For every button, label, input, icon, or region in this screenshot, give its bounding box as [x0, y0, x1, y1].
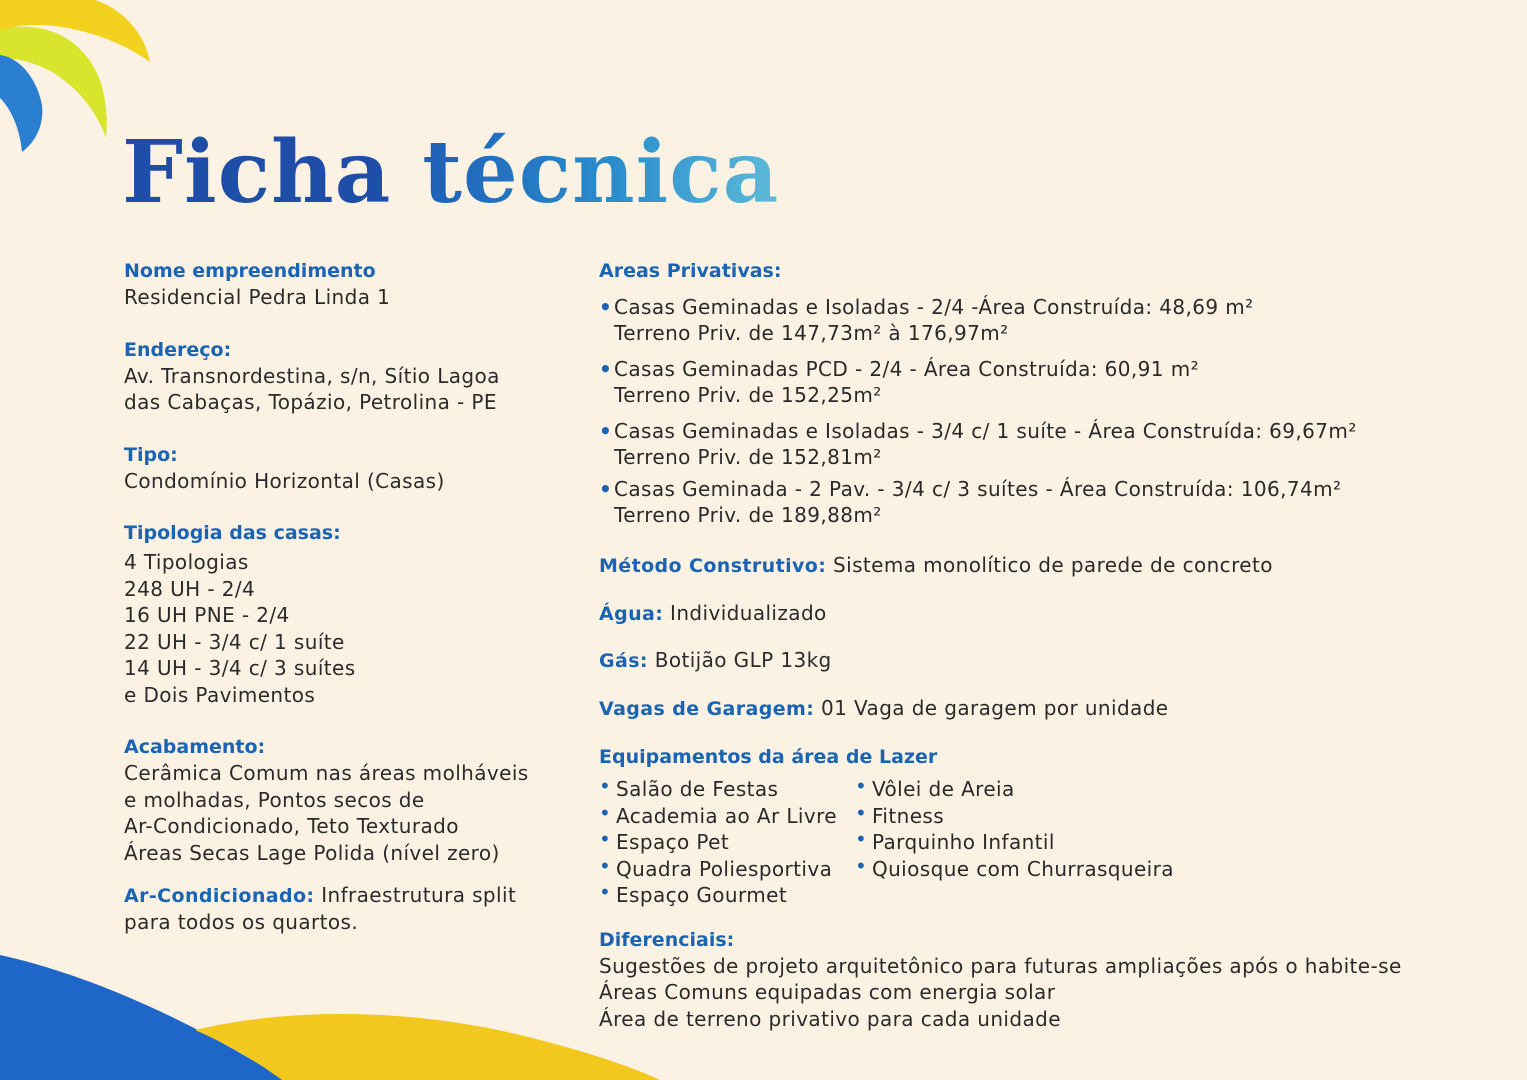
right-column — [599, 258, 1499, 1032]
tipologia-line: 4 Tipologias — [124, 550, 249, 574]
acabamento-line: e molhadas, Pontos secos de — [124, 787, 425, 812]
metodo-label: Método Construtivo: — [599, 555, 827, 577]
lazer-item-text: Quiosque com Churrasqueira — [871, 856, 1174, 881]
bullet-icon: • — [599, 295, 613, 319]
bullet-icon: • — [854, 774, 868, 798]
lazer-item-text: Quadra Poliesportiva — [616, 856, 833, 881]
area-item-line1: Casas Geminada - 2 Pav. - 3/4 c/ 3 suítes - Área Construída: 106,74m² — [614, 477, 1342, 501]
acabamento-label: Acabamento: — [124, 736, 266, 758]
section-lazer — [599, 744, 1499, 909]
area-item-line2: Terreno Priv. de 152,81m² — [614, 445, 882, 469]
area-item — [599, 356, 1499, 408]
nome-value: Residencial Pedra Linda 1 — [124, 285, 391, 309]
diferenciais-list — [599, 953, 1499, 1033]
section-metodo — [599, 552, 1499, 579]
section-diferenciais — [599, 927, 1499, 1033]
acabamento-line: Cerâmica Comum nas áreas molháveis — [124, 761, 529, 785]
bullet-icon: • — [599, 853, 612, 878]
bullet-icon: • — [854, 853, 868, 878]
ar-label: Ar-Condicionado: — [124, 885, 315, 907]
area-item-line2: Terreno Priv. de 147,73m² à 176,97m² — [614, 321, 1009, 345]
area-item — [599, 294, 1499, 346]
lazer-list-col2 — [855, 776, 1174, 909]
area-item-line1: Casas Geminadas e Isoladas - 3/4 c/ 1 suíte - Área Construída: 69,67m² — [614, 419, 1357, 443]
nome-label: Nome empreendimento — [124, 260, 376, 282]
list-item — [599, 829, 837, 856]
ar-value-line1: Infraestrutura split — [321, 883, 517, 907]
agua-value: Individualizado — [670, 601, 827, 625]
endereco-label: Endereço: — [124, 338, 232, 361]
endereco-line: Av. Transnordestina, s/n, Sítio Lagoa — [124, 363, 500, 388]
acabamento-line: Ar-Condicionado, Teto Texturado — [124, 814, 459, 838]
lazer-item-text: Academia ao Ar Livre — [616, 803, 837, 828]
ar-value-line2: para todos os quartos. — [124, 910, 359, 934]
vagas-label: Vagas de Garagem: — [599, 698, 815, 720]
lazer-item-text: Espaço Gourmet — [616, 883, 788, 907]
lazer-item-text: Fitness — [871, 803, 945, 828]
page-title — [122, 118, 779, 228]
gas-label: Gás: — [599, 650, 648, 672]
bullet-icon: • — [854, 800, 868, 825]
area-item-line2: Terreno Priv. de 152,25m² — [614, 383, 882, 407]
section-ar-condicionado — [124, 882, 564, 936]
agua-label: Água: — [599, 603, 664, 625]
bullet-icon: • — [599, 357, 613, 381]
bullet-icon: • — [599, 827, 612, 851]
bullet-icon: • — [599, 419, 613, 443]
tipologia-line: 22 UH - 3/4 c/ 1 suíte — [124, 629, 345, 654]
section-vagas — [599, 695, 1499, 722]
section-agua — [599, 600, 1499, 627]
diferenciais-line: Áreas Comuns equipadas com energia solar — [599, 980, 1056, 1004]
lazer-label: Equipamentos da área de Lazer — [599, 746, 938, 768]
gas-value: Botijão GLP 13kg — [654, 648, 832, 672]
area-item — [599, 418, 1499, 470]
section-nome — [124, 258, 564, 311]
list-item — [855, 829, 1174, 856]
lazer-lists — [599, 776, 1499, 909]
acabamento-line: Áreas Secas Lage Polida (nível zero) — [124, 840, 500, 865]
bullet-icon: • — [599, 477, 613, 501]
area-item-line1: Casas Geminadas PCD - 2/4 - Área Construída: 60,91 m² — [614, 357, 1199, 381]
tipo-label: Tipo: — [124, 443, 178, 466]
tipologia-line: e Dois Pavimentos — [124, 682, 316, 707]
bullet-icon: • — [599, 800, 612, 825]
acabamento-value — [124, 760, 564, 866]
list-item — [599, 800, 837, 830]
diferenciais-line: Sugestões de projeto arquitetônico para futuras ampliações após o habite-se — [599, 953, 1402, 978]
bullet-icon: • — [854, 827, 868, 851]
section-tipo — [124, 442, 564, 495]
list-item — [854, 853, 1174, 883]
lazer-item-text: Espaço Pet — [616, 830, 730, 854]
section-acabamento — [124, 734, 564, 866]
list-item — [599, 776, 837, 803]
endereco-line: das Cabaças, Topázio, Petrolina - PE — [124, 390, 497, 414]
tipologia-list — [124, 549, 564, 708]
section-areas-privativas — [599, 258, 1499, 528]
area-item-line1: Casas Geminadas e Isoladas - 2/4 -Área Construída: 48,69 m² — [614, 295, 1254, 319]
lazer-list-col1 — [599, 776, 837, 909]
tipologia-line: 248 UH - 2/4 — [124, 576, 256, 601]
bullet-icon: • — [599, 774, 612, 798]
lazer-item-text: Salão de Festas — [616, 777, 779, 801]
left-column — [124, 258, 564, 962]
title-word-ficha: Ficha — [122, 122, 392, 223]
section-gas — [599, 647, 1499, 674]
lazer-item-text: Parquinho Infantil — [871, 830, 1055, 854]
diferenciais-line: Área de terreno privativo para cada unidade — [599, 1006, 1061, 1031]
area-item-line2: Terreno Priv. de 189,88m² — [614, 503, 882, 527]
bullet-icon: • — [599, 880, 612, 904]
section-endereco — [124, 337, 564, 416]
section-tipologia — [124, 520, 564, 708]
tipologia-label: Tipologia das casas: — [124, 522, 341, 544]
areas-label: Areas Privativas: — [599, 260, 782, 282]
tipo-value: Condomínio Horizontal (Casas) — [124, 468, 445, 493]
list-item — [599, 853, 837, 883]
title-word-tecnica: técnica — [422, 122, 780, 223]
diferenciais-label: Diferenciais: — [599, 928, 735, 951]
list-item — [599, 882, 837, 909]
metodo-value: Sistema monolítico de parede de concreto — [833, 553, 1273, 577]
lazer-item-text: Vôlei de Areia — [871, 777, 1015, 801]
endereco-value — [124, 363, 564, 416]
tipologia-line: 16 UH PNE - 2/4 — [124, 603, 290, 627]
vagas-value: 01 Vaga de garagem por unidade — [821, 696, 1169, 720]
tipologia-line: 14 UH - 3/4 c/ 3 suítes — [124, 656, 356, 680]
list-item — [855, 776, 1174, 803]
area-item — [599, 476, 1499, 528]
list-item — [854, 800, 1174, 830]
